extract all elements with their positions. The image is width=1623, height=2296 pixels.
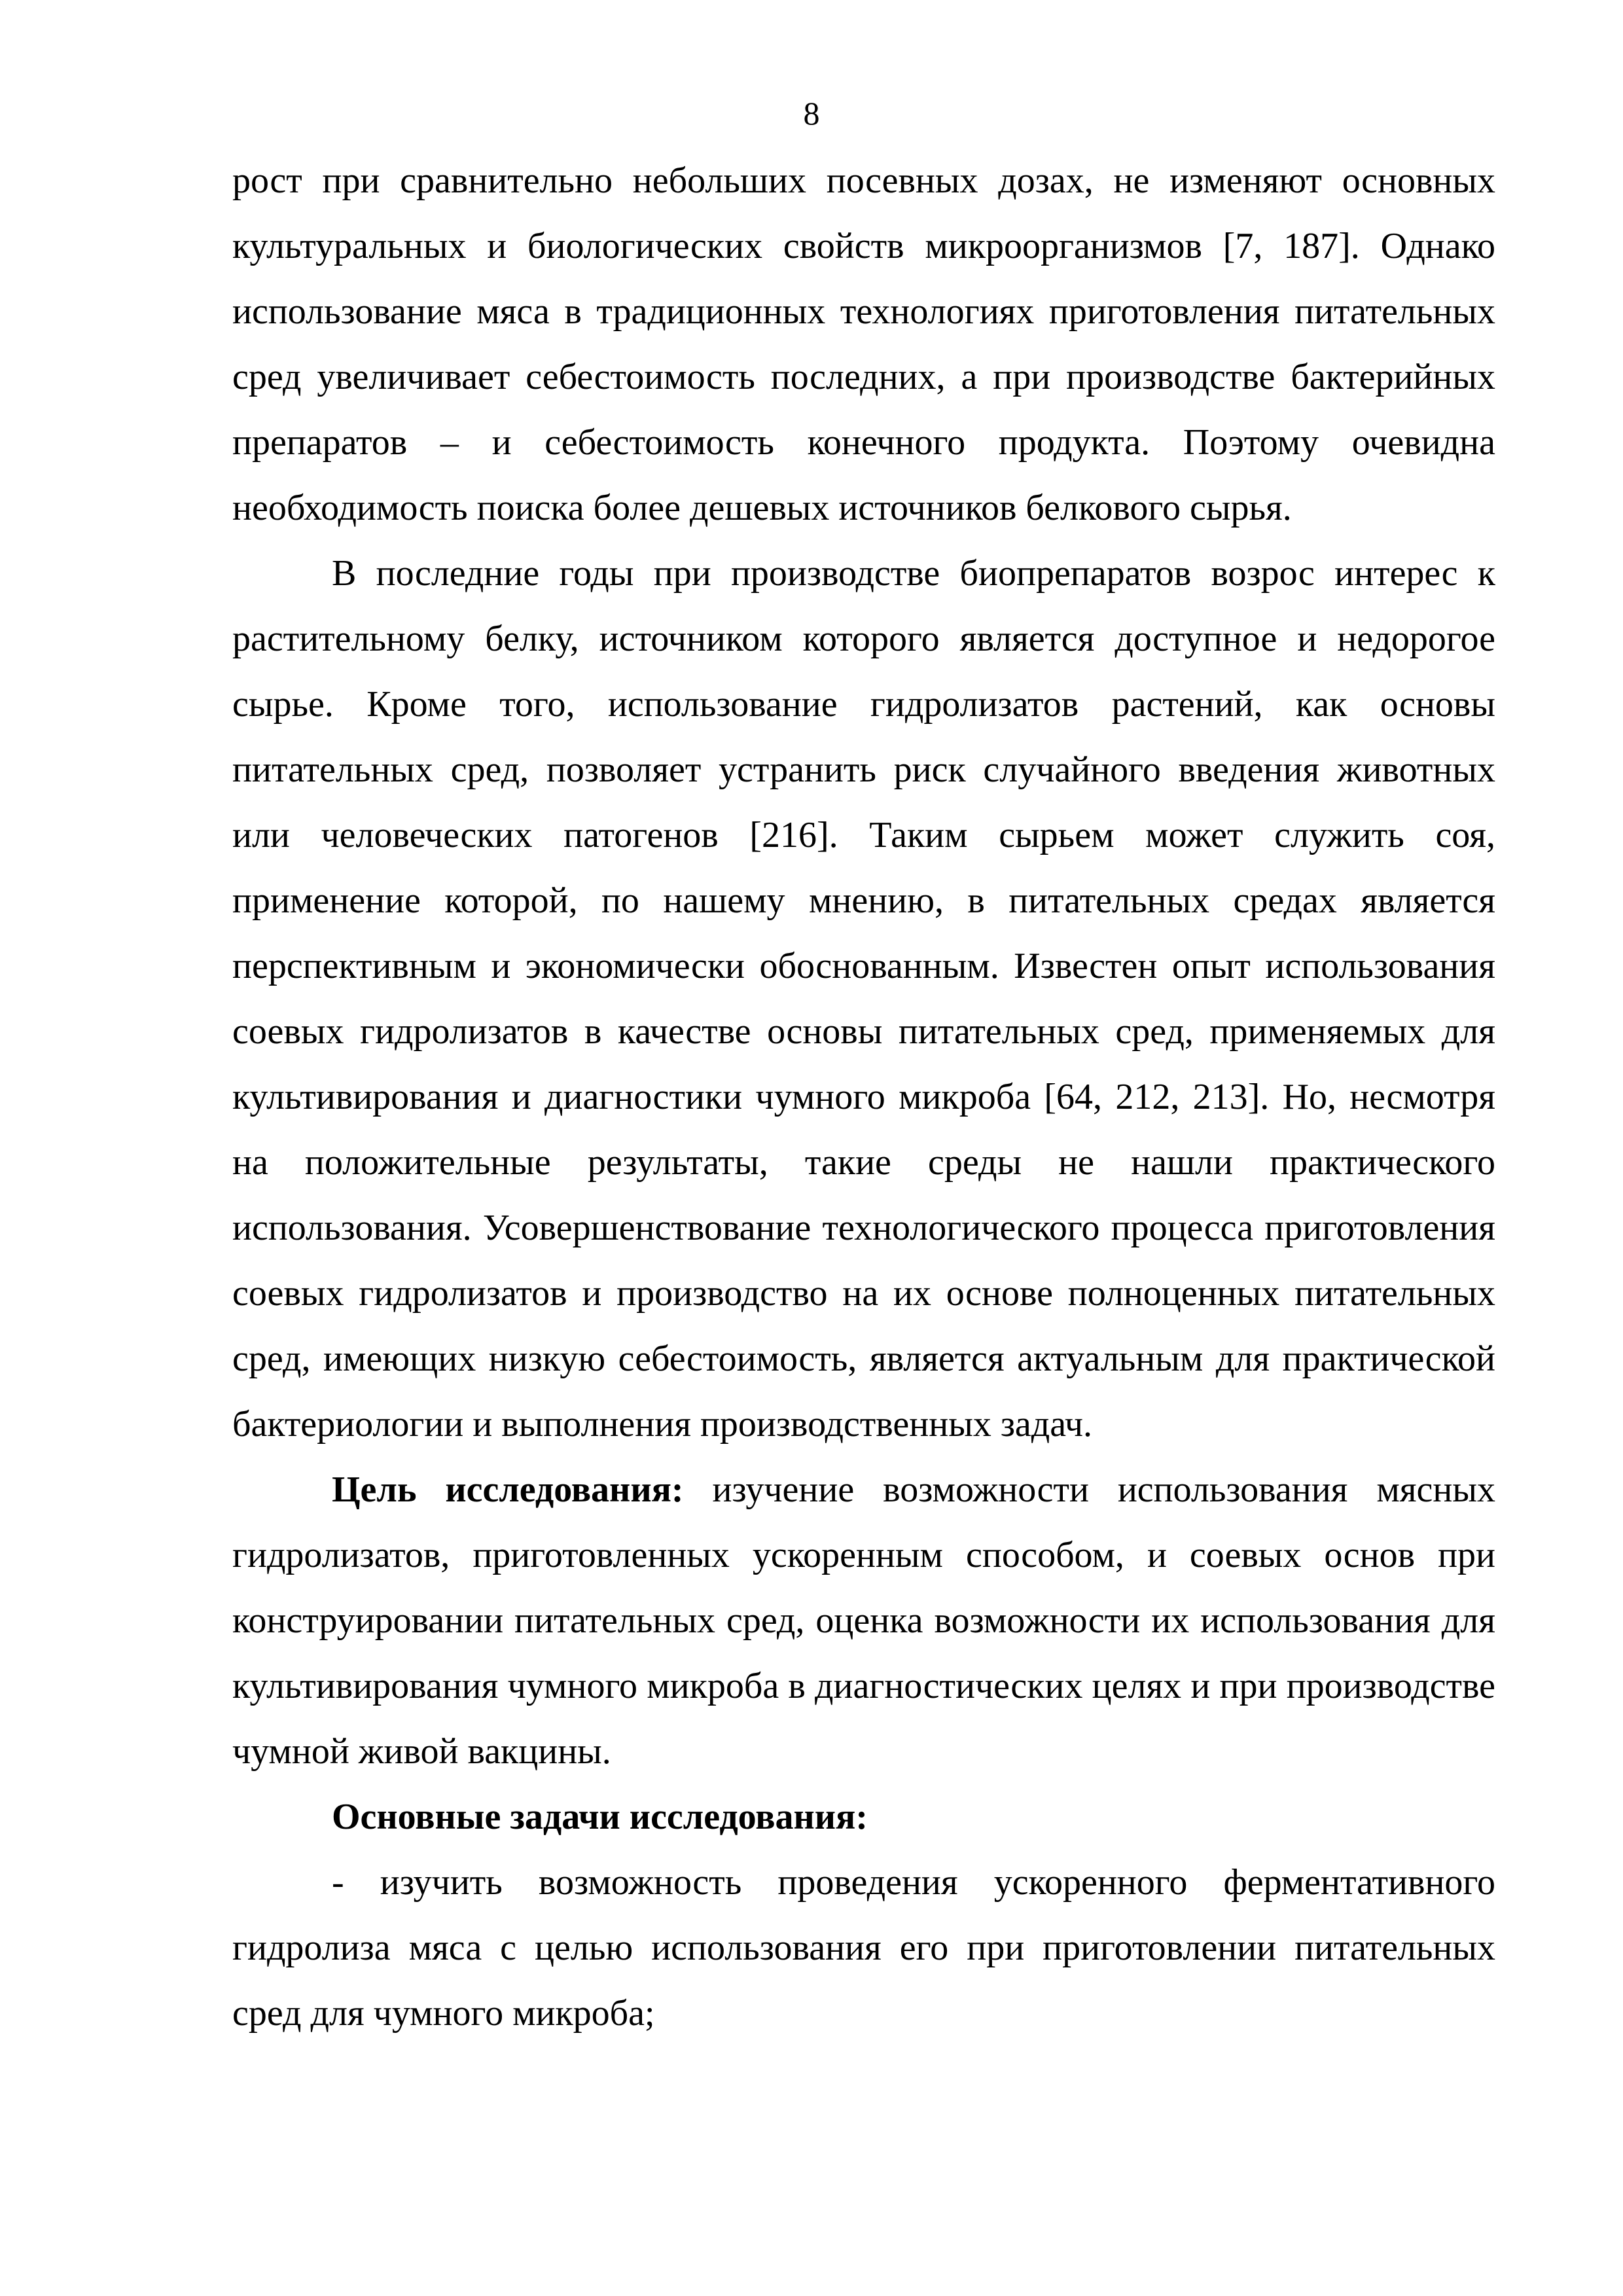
- paragraph-research-goal: [232, 1457, 1495, 1784]
- paragraph-plant-protein: В последние годы при производстве биопрепаратов возрос интерес к растительному белку, источником которого является доступное и недорогое сырье. Кроме того, использование гидролизатов растений, как основы питательных сред, позволяет устранить риск случайного введения животных или человеческих патогенов [216]. Таким сырьем может служить соя, применение которой, по нашему мнению, в питательных средах является перспективным и экономически обоснованным. Известен опыт использования соевых гидролизатов в качестве основы питательных сред, применяемых для культивирования и диагностики чумного микроба [64, 212, 213]. Но, несмотря на положительные результаты, такие среды не нашли практического использования. Усовершенствование технологического процесса приготовления соевых гидролизатов и производство на их основе полноценных питательных сред, имеющих низкую себестоимость, является актуальным для практической бактериологии и выполнения производственных задач.: [232, 553, 1495, 1444]
- document-body: [232, 148, 1495, 2046]
- research-tasks-heading: Основные задачи исследования:: [332, 1797, 868, 1837]
- research-task-item: - изучить возможность проведения ускоренного ферментативного гидролиза мяса с целью использования его при приготовлении питательных сред для чумного микроба;: [232, 1862, 1495, 2034]
- paragraph-intro-continuation: рост при сравнительно небольших посевных дозах, не изменяют основных культуральных и биологических свойств микроорганизмов [7, 187]. Однако использование мяса в традиционных технологиях приготовления питательных сред увеличивает себестоимость последних, а при производстве бактерийных препаратов – и себестоимость конечного продукта. Поэтому очевидна необходимость поиска более дешевых источников белкового сырья.: [232, 160, 1495, 528]
- page-number: 8: [803, 95, 820, 132]
- research-goal-text: изучение возможности использования мясных гидролизатов, приготовленных ускоренным способом, и соевых основ при конструировании питательных сред, оценка возможности их использования для культивирования чумного микроба в диагностических целях и при производстве чумной живой вакцины.: [232, 1469, 1495, 1772]
- research-goal-label: Цель исследования:: [332, 1469, 684, 1510]
